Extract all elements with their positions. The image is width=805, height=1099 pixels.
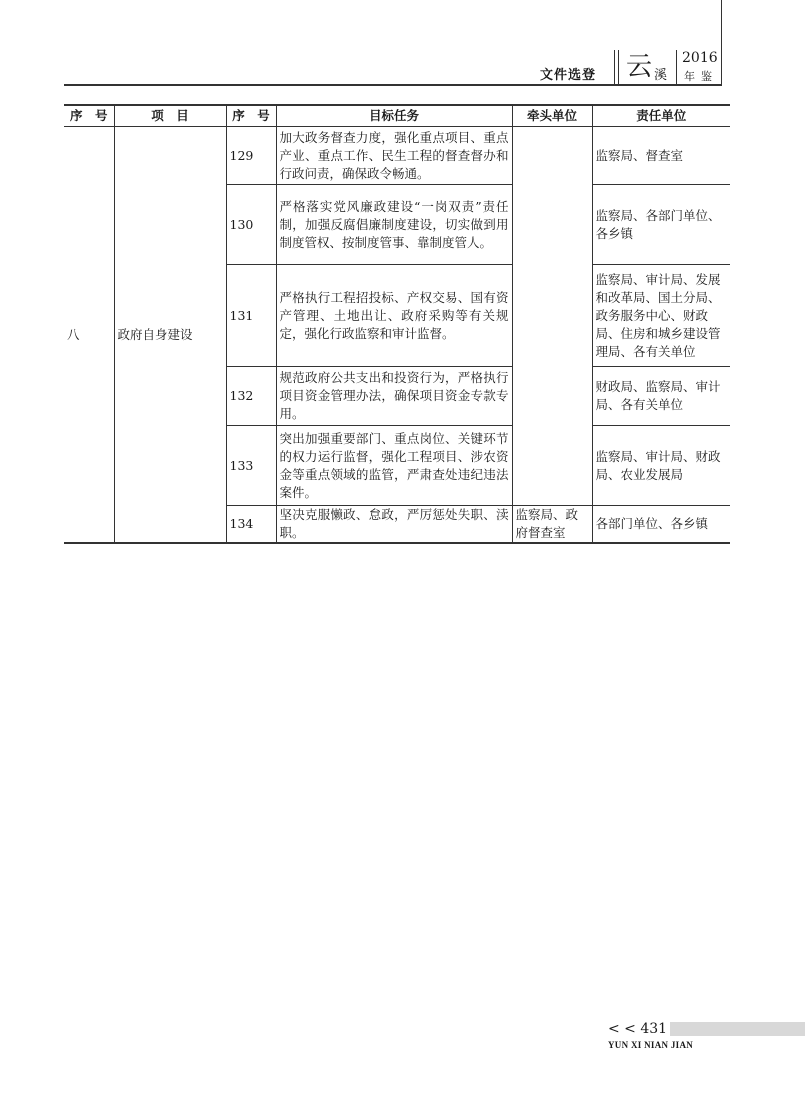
header-brand-main: 云 (626, 52, 653, 82)
row-number: 132 (226, 367, 276, 426)
column-header: 项 目 (114, 105, 226, 127)
header-brand-second: 溪 (654, 68, 668, 83)
row-responsible: 监察局、各部门单位、各乡镇 (592, 185, 730, 265)
row-number: 133 (226, 426, 276, 506)
row-number: 134 (226, 506, 276, 544)
row-task: 加大政务督查力度，强化重点项目、重点产业、重点工作、民生工程的督查督办和行政问责，确保政令畅通。 (276, 127, 512, 185)
footer-publication-name: YUN XI NIAN JIAN (608, 1040, 694, 1050)
header-divider (614, 50, 615, 84)
table-header-row (64, 105, 730, 127)
header-year: 2016 (682, 50, 718, 66)
header-vertical-rule (721, 0, 722, 84)
row-task: 严格落实党风廉政建设“一岗双责”责任制，加强反腐倡廉制度建设，切实做到用制度管权、按制度管事、靠制度管人。 (276, 185, 512, 265)
category-name: 政府自身建设 (114, 127, 226, 544)
table-row (64, 127, 730, 185)
header-section-title: 文件选登 (540, 68, 597, 83)
task-table (64, 104, 730, 544)
category-number: 八 (64, 127, 114, 544)
column-header: 牵头单位 (512, 105, 592, 127)
row-lead-unit (512, 127, 592, 506)
header-divider (618, 50, 619, 84)
page-number-bar (670, 1022, 805, 1036)
row-responsible: 监察局、督查室 (592, 127, 730, 185)
row-task: 坚决克服懒政、怠政，严厉惩处失职、渎职。 (276, 506, 512, 544)
row-task: 突出加强重要部门、重点岗位、关键环节的权力运行监督，强化工程项目、涉农资金等重点领域的监管，严肃查处违纪违法案件。 (276, 426, 512, 506)
column-header: 目标任务 (276, 105, 512, 127)
header-rule (64, 84, 722, 86)
row-task: 规范政府公共支出和投资行为，严格执行项目资金管理办法，确保项目资金专款专用。 (276, 367, 512, 426)
row-number: 129 (226, 127, 276, 185)
header-yearbook: 年鉴 (684, 70, 718, 83)
header-divider (676, 50, 677, 84)
row-responsible: 监察局、审计局、财政局、农业发展局 (592, 426, 730, 506)
row-task: 严格执行工程招投标、产权交易、国有资产管理、土地出让、政府采购等有关规定，强化行政监察和审计监督。 (276, 265, 512, 367)
column-header: 序 号 (226, 105, 276, 127)
row-lead-unit: 监察局、政府督查室 (512, 506, 592, 544)
row-number: 131 (226, 265, 276, 367)
row-responsible: 财政局、监察局、审计局、各有关单位 (592, 367, 730, 426)
row-responsible: 监察局、审计局、发展和改革局、国土分局、政务服务中心、财政局、住房和城乡建设管理局、各有关单位 (592, 265, 730, 367)
row-responsible: 各部门单位、各乡镇 (592, 506, 730, 544)
row-number: 130 (226, 185, 276, 265)
page-number: < < 431 (608, 1021, 668, 1037)
column-header: 责任单位 (592, 105, 730, 127)
column-header: 序 号 (64, 105, 114, 127)
